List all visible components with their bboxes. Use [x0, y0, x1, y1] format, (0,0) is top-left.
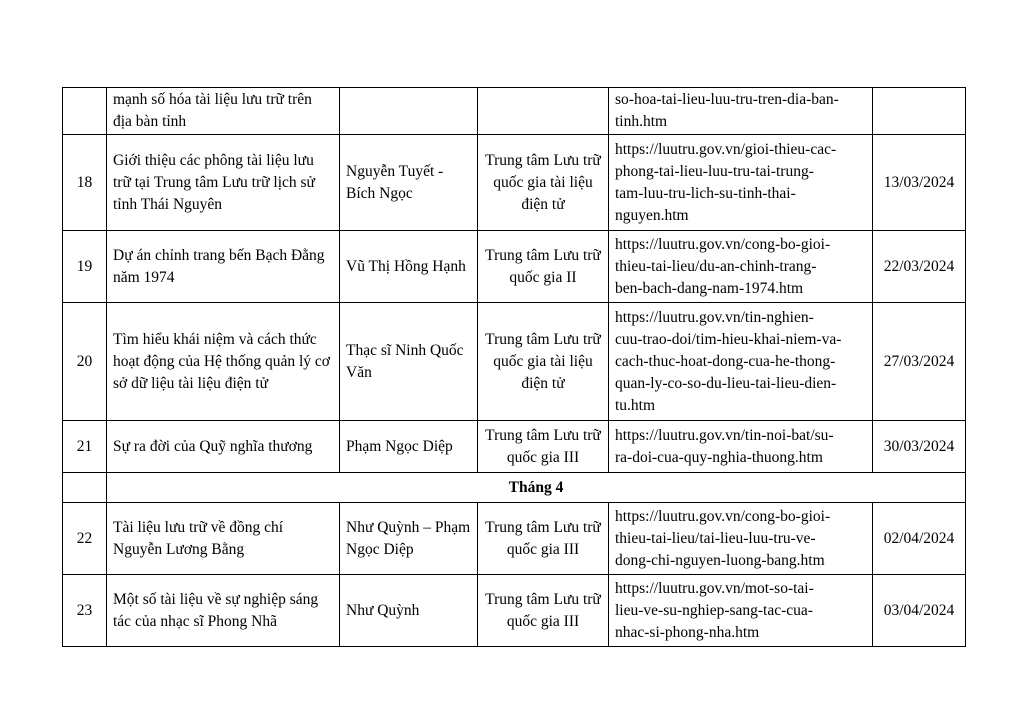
date-cell: 30/03/2024: [873, 421, 966, 473]
link-cell: https://luutru.gov.vn/tin-nghien- cuu-trao-doi/tim-hieu-khai-niem-va- cach-thuc-hoat-dong-cua-he-thong- quan-ly-co-so-du-lieu-tai-lieu-dien- tu.htm: [609, 303, 873, 421]
table-row: [63, 575, 966, 647]
month-row-stt-cell: [63, 473, 107, 503]
unit-cell: Trung tâm Lưu trữ quốc gia tài liệu điện tử: [478, 303, 609, 421]
row-number-cell: 21: [63, 421, 107, 473]
article-title-cell: Giới thiệu các phông tài liệu lưu trữ tại Trung tâm Lưu trữ lịch sử tỉnh Thái Nguyên: [107, 135, 340, 231]
author-cell: [340, 88, 478, 135]
row-number-cell: 19: [63, 231, 107, 303]
date-cell: 02/04/2024: [873, 503, 966, 575]
unit-cell: Trung tâm Lưu trữ quốc gia III: [478, 421, 609, 473]
date-cell: 27/03/2024: [873, 303, 966, 421]
row-number-cell: 18: [63, 135, 107, 231]
author-cell: Thạc sĩ Ninh Quốc Văn: [340, 303, 478, 421]
article-title-cell: Một số tài liệu về sự nghiệp sáng tác của nhạc sĩ Phong Nhã: [107, 575, 340, 647]
date-cell: 13/03/2024: [873, 135, 966, 231]
author-cell: Vũ Thị Hồng Hạnh: [340, 231, 478, 303]
unit-cell: Trung tâm Lưu trữ quốc gia II: [478, 231, 609, 303]
article-title-cell: Dự án chỉnh trang bến Bạch Đằng năm 1974: [107, 231, 340, 303]
table-row: [63, 231, 966, 303]
article-title-cell: Tài liệu lưu trữ về đồng chí Nguyễn Lương Bằng: [107, 503, 340, 575]
month-header-cell: Tháng 4: [107, 473, 966, 503]
unit-cell: Trung tâm Lưu trữ quốc gia tài liệu điện tử: [478, 135, 609, 231]
link-cell: https://luutru.gov.vn/cong-bo-gioi- thieu-tai-lieu/du-an-chinh-trang- ben-bach-dang-nam-1974.htm: [609, 231, 873, 303]
unit-cell: Trung tâm Lưu trữ quốc gia III: [478, 503, 609, 575]
articles-table-body: [63, 88, 966, 647]
author-cell: Phạm Ngọc Diệp: [340, 421, 478, 473]
articles-table: [62, 87, 966, 647]
month-header-row: [63, 473, 966, 503]
link-cell: https://luutru.gov.vn/cong-bo-gioi- thieu-tai-lieu/tai-lieu-luu-tru-ve- dong-chi-nguyen-luong-bang.htm: [609, 503, 873, 575]
unit-cell: [478, 88, 609, 135]
link-cell: so-hoa-tai-lieu-luu-tru-tren-dia-ban- tinh.htm: [609, 88, 873, 135]
table-row: [63, 421, 966, 473]
article-title-cell: Tìm hiểu khái niệm và cách thức hoạt động của Hệ thống quản lý cơ sở dữ liệu tài liệu điện tử: [107, 303, 340, 421]
unit-cell: Trung tâm Lưu trữ quốc gia III: [478, 575, 609, 647]
row-number-cell: 22: [63, 503, 107, 575]
author-cell: Như Quỳnh: [340, 575, 478, 647]
article-title-cell: Sự ra đời của Quỹ nghĩa thương: [107, 421, 340, 473]
date-cell: 03/04/2024: [873, 575, 966, 647]
row-number-cell: [63, 88, 107, 135]
author-cell: Nguyễn Tuyết - Bích Ngọc: [340, 135, 478, 231]
link-cell: https://luutru.gov.vn/gioi-thieu-cac- phong-tai-lieu-luu-tru-tai-trung- tam-luu-tru-lich-su-tinh-thai- nguyen.htm: [609, 135, 873, 231]
table-row: [63, 303, 966, 421]
table-row: [63, 135, 966, 231]
row-number-cell: 20: [63, 303, 107, 421]
row-number-cell: 23: [63, 575, 107, 647]
date-cell: [873, 88, 966, 135]
author-cell: Như Quỳnh – Phạm Ngọc Diệp: [340, 503, 478, 575]
table-row: [63, 503, 966, 575]
date-cell: 22/03/2024: [873, 231, 966, 303]
table-row: [63, 88, 966, 135]
link-cell: https://luutru.gov.vn/tin-noi-bat/su- ra-doi-cua-quy-nghia-thuong.htm: [609, 421, 873, 473]
article-title-cell: mạnh số hóa tài liệu lưu trữ trên địa bàn tỉnh: [107, 88, 340, 135]
link-cell: https://luutru.gov.vn/mot-so-tai- lieu-ve-su-nghiep-sang-tac-cua- nhac-si-phong-nha.htm: [609, 575, 873, 647]
